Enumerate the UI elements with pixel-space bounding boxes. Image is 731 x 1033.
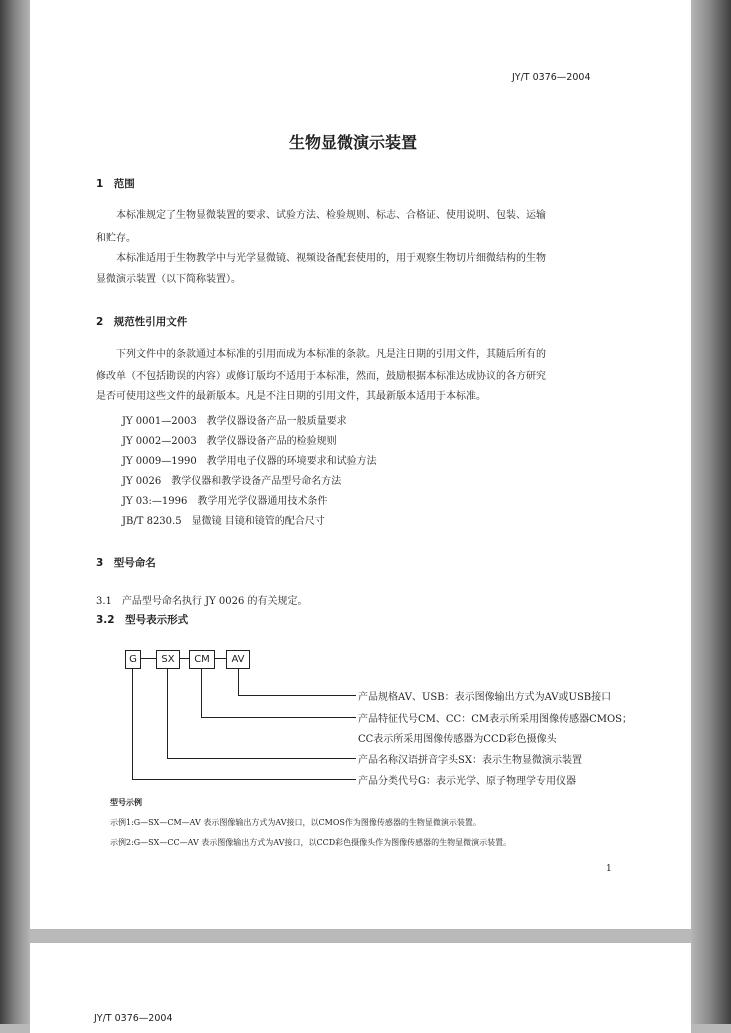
- leader-line: [167, 668, 168, 758]
- document-page-1: [30, 0, 691, 929]
- section-3-heading: 3 型号命名: [96, 557, 156, 569]
- label-sx: 产品名称汉语拼音字头SX：表示生物显微演示装置: [358, 755, 582, 766]
- document-page-2: [30, 943, 691, 1033]
- doc-number: JY/T 0376—2004: [512, 72, 591, 83]
- leader-line: [201, 717, 356, 718]
- next-page-doc-number: JY/T 0376—2004: [94, 1013, 173, 1024]
- section-2-para-line-2: 修改单（不包括勘误的内容）或修订版均不适用于本标准，然而，鼓励根据本标准达成协议的各方研究: [96, 371, 546, 382]
- reference-item: JY 0009—1990 教学用电子仪器的环境要求和试验方法: [122, 456, 377, 467]
- viewer-left-edge: [0, 0, 30, 1024]
- box-cm: CM: [189, 650, 215, 669]
- box-av: AV: [226, 650, 250, 669]
- section-1-para-2-line-2: 显微演示装置（以下简称装置）。: [96, 274, 241, 285]
- box-g: G: [125, 650, 141, 669]
- section-1-para-2-line-1: 本标准适用于生物教学中与光学显微镜、视频设备配套使用的，用于观察生物切片细微结构的生物: [96, 253, 546, 264]
- examples-heading: 型号示例: [110, 798, 142, 807]
- leader-line: [167, 758, 356, 759]
- section-1-para-1-line-1: 本标准规定了生物显微装置的要求、试验方法、检验规则、标志、合格证、使用说明、包装、运输: [96, 210, 546, 221]
- section-1-para-1-line-2: 和贮存。: [96, 233, 136, 244]
- section-2-heading: 2 规范性引用文件: [96, 316, 188, 328]
- leader-line: [132, 668, 133, 779]
- leader-line: [201, 668, 202, 717]
- connector: [214, 658, 226, 659]
- connector: [179, 658, 189, 659]
- page-number: 1: [606, 864, 612, 874]
- label-cm-line-2: CC表示所采用图像传感器为CCD彩色摄像头: [358, 734, 557, 745]
- label-av: 产品规格AV、USB：表示图像输出方式为AV或USB接口: [358, 692, 612, 703]
- leader-line: [238, 695, 356, 696]
- section-2-para-line-1: 下列文件中的条款通过本标准的引用而成为本标准的条款。凡是注日期的引用文件，其随后所有的: [96, 349, 546, 360]
- connector: [140, 658, 156, 659]
- viewer-right-edge: [691, 0, 731, 1024]
- leader-line: [238, 668, 239, 695]
- label-g: 产品分类代号G：表示光学、原子物理学专用仪器: [358, 776, 576, 787]
- reference-item: JY 0026 教学仪器和教学设备产品型号命名方法: [122, 476, 342, 487]
- example-2: 示例2:G—SX—CC—AV 表示图像输出方式为AV接口，以CCD彩色摄像头作为图像传感器的生物显微演示装置。: [110, 838, 512, 847]
- section-3-1: 3.1 产品型号命名执行 JY 0026 的有关规定。: [96, 596, 308, 607]
- section-3-2: 3.2 型号表示形式: [96, 614, 189, 626]
- section-2-para-line-3: 是否可使用这些文件的最新版本。凡是不注日期的引用文件，其最新版本适用于本标准。: [96, 391, 486, 402]
- reference-item: JY 03:—1996 教学用光学仪器通用技术条件: [122, 496, 328, 507]
- reference-item: JB/T 8230.5 显微镜 目镜和镜管的配合尺寸: [122, 516, 325, 527]
- label-cm-line-1: 产品特征代号CM、CC：CM表示所采用图像传感器CMOS；: [358, 714, 633, 725]
- box-sx: SX: [156, 650, 180, 669]
- section-1-heading: 1 范围: [96, 178, 135, 190]
- leader-line: [132, 779, 356, 780]
- reference-item: JY 0002—2003 教学仪器设备产品的检验规则: [122, 436, 337, 447]
- example-1: 示例1:G—SX—CM—AV 表示图像输出方式为AV接口，以CMOS作为图像传感器的生物显微演示装置。: [110, 818, 481, 827]
- reference-item: JY 0001—2003 教学仪器设备产品一般质量要求: [122, 416, 347, 427]
- page-title: 生物显微演示装置: [289, 133, 418, 152]
